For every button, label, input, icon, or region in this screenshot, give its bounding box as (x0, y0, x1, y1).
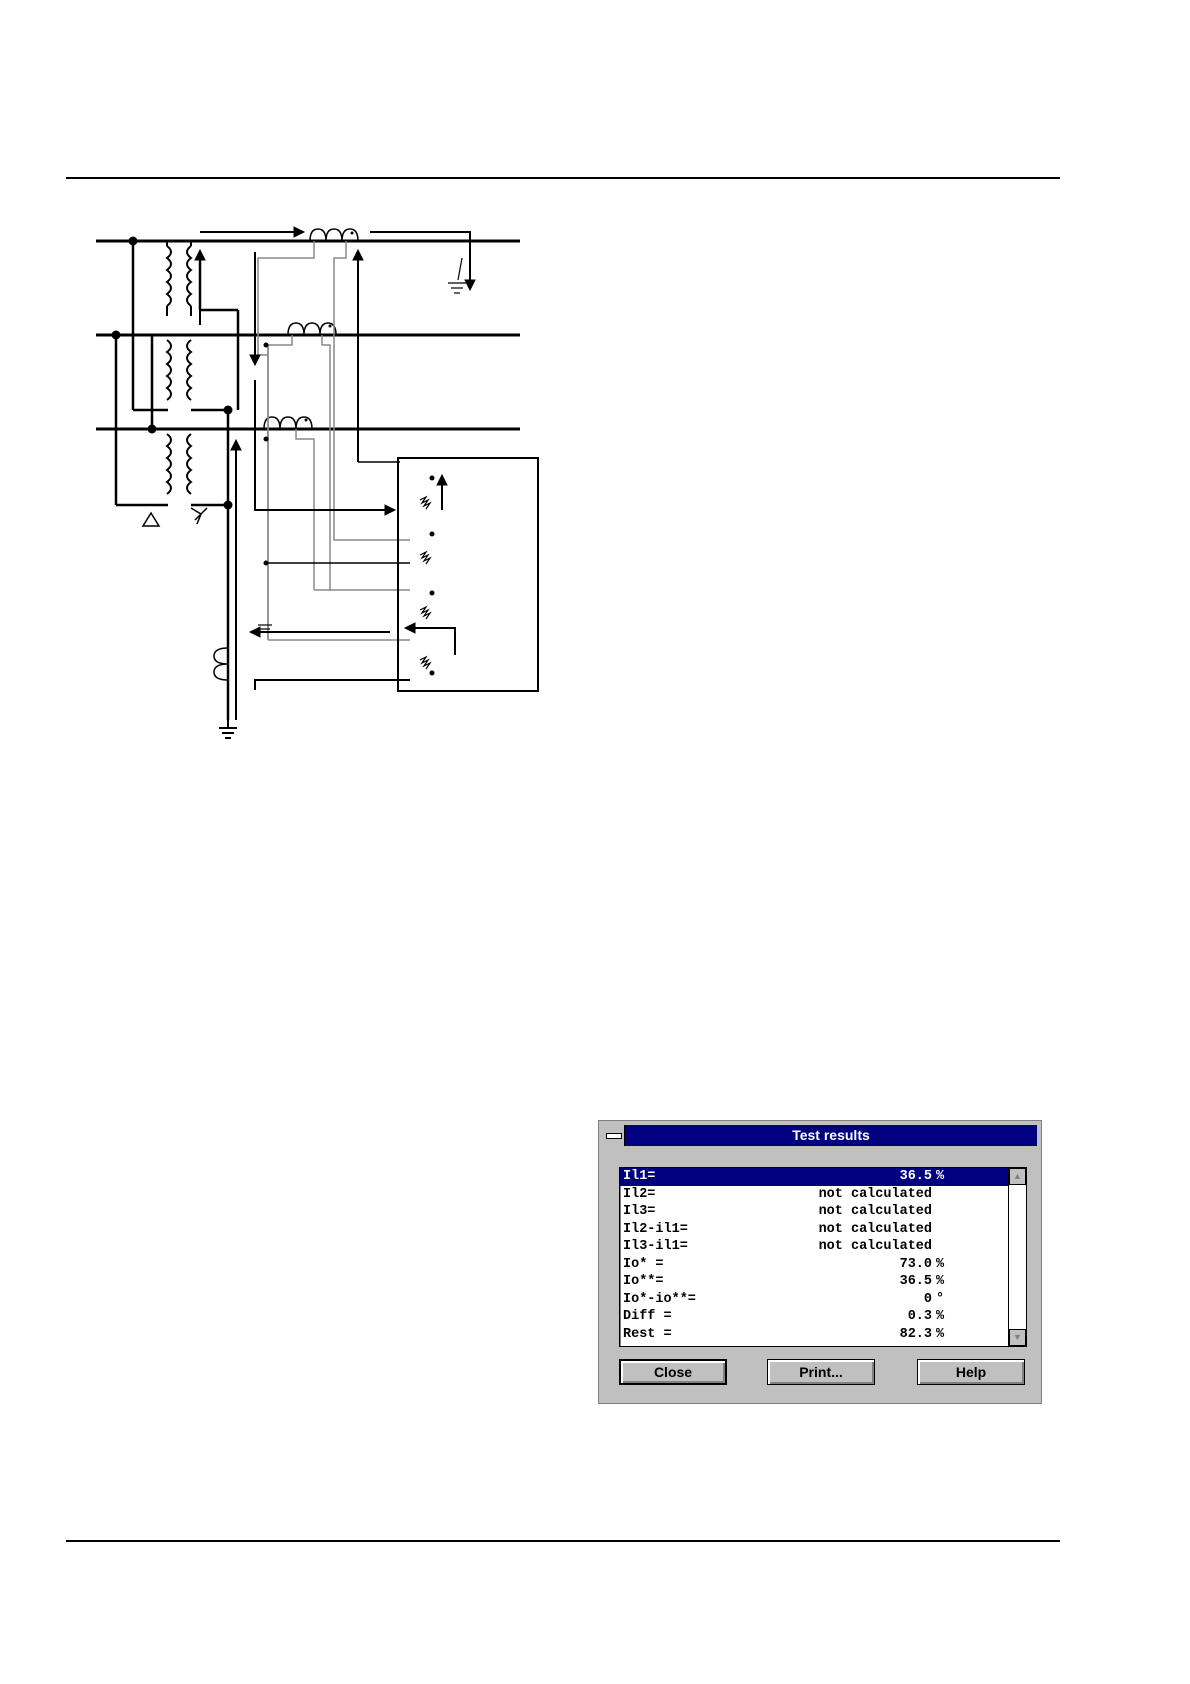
result-label: Il3= (623, 1204, 656, 1219)
result-value: not calculated (818, 1204, 932, 1219)
system-menu-button[interactable] (603, 1125, 625, 1146)
result-unit: % (936, 1169, 945, 1184)
results-listbox[interactable] (619, 1167, 1027, 1347)
result-label: Io*-io**= (623, 1291, 696, 1307)
result-label: Diff = (623, 1309, 672, 1324)
result-row[interactable] (620, 1168, 1008, 1186)
result-label: Il1= (623, 1169, 656, 1184)
result-row[interactable] (620, 1273, 1008, 1291)
help-button[interactable] (917, 1359, 1025, 1385)
result-value: 82.3 (899, 1326, 932, 1342)
scroll-up-arrow-icon[interactable]: ▲ (1009, 1168, 1026, 1185)
print-button-label: Print... (799, 1364, 843, 1380)
result-row[interactable] (620, 1326, 1008, 1344)
result-value: 36.5 (899, 1274, 932, 1289)
result-label: Il2-il1= (623, 1221, 688, 1237)
result-label: Il3-il1= (623, 1239, 688, 1254)
result-unit: % (936, 1256, 945, 1272)
result-unit: % (936, 1274, 945, 1289)
result-row[interactable] (620, 1308, 1008, 1326)
result-row[interactable] (620, 1238, 1008, 1256)
result-value: 36.5 (899, 1169, 932, 1184)
dialog-title: Test results (792, 1127, 870, 1143)
result-unit: % (936, 1309, 945, 1324)
print-button[interactable] (767, 1359, 875, 1385)
result-label: Io* = (623, 1256, 664, 1272)
result-row[interactable] (620, 1256, 1008, 1274)
bottom-rule (66, 1540, 1060, 1542)
result-value: not calculated (818, 1221, 932, 1237)
circuit-diagram (0, 0, 560, 740)
result-unit: % (936, 1326, 945, 1342)
result-value: 73.0 (899, 1256, 932, 1272)
result-value: 0.3 (907, 1309, 932, 1324)
vertical-scrollbar[interactable] (1008, 1168, 1026, 1346)
result-value: 0 (923, 1291, 932, 1307)
result-label: Rest = (623, 1326, 672, 1342)
result-row[interactable] (620, 1221, 1008, 1239)
result-row[interactable] (620, 1186, 1008, 1204)
help-button-label: Help (955, 1364, 987, 1380)
result-value: not calculated (818, 1239, 932, 1254)
result-row[interactable] (620, 1291, 1008, 1309)
result-unit: ° (936, 1291, 945, 1307)
test-results-dialog (598, 1120, 1042, 1404)
dialog-titlebar[interactable] (603, 1125, 1037, 1146)
result-value: not calculated (818, 1186, 932, 1202)
result-row[interactable] (620, 1203, 1008, 1221)
close-button-label: Close (653, 1364, 693, 1380)
close-button[interactable] (619, 1359, 727, 1385)
scroll-down-arrow-icon[interactable]: ▼ (1009, 1329, 1026, 1346)
result-label: Il2= (623, 1186, 656, 1202)
system-menu-icon (606, 1133, 622, 1139)
result-label: Io**= (623, 1274, 664, 1289)
